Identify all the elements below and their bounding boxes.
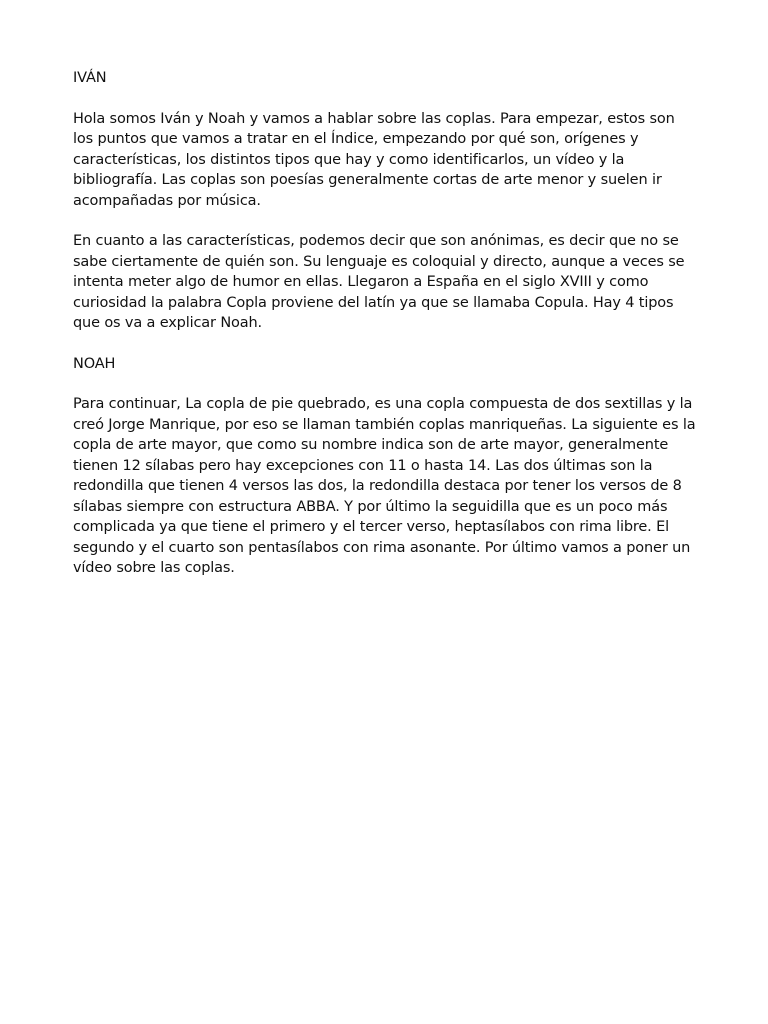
- paragraph: Para continuar, La copla de pie quebrado, es una copla compuesta de dos sextillas y la creó Jorge Manrique, por eso se llaman también coplas manriqueñas. La siguiente es la copla de arte mayor, que como su nombre indica son de arte mayor, generalmente tienen 12 sílabas pero hay excepciones con 11 o hasta 14. Las dos últimas son la redondilla que tienen 4 versos las dos, la redondilla destaca por tener los versos de 8 sílabas siempre con estructura ABBA. Y por último la seguidilla que es un poco más complicada ya que tiene el primero y el tercer verso, heptasílabos con rima libre. El segundo y el cuarto son pentasílabos con rima asonante. Por último vamos a poner un vídeo sobre las coplas.: [73, 396, 696, 576]
- document-page: [73, 68, 698, 599]
- paragraph: En cuanto a las características, podemos decir que son anónimas, es decir que no se sabe ciertamente de quién son. Su lenguaje es coloquial y directo, aunque a veces se intenta meter algo de humor en ellas. Llegaron a España en el siglo XVIII y como curiosidad la palabra Copla proviene del latín ya que se llamaba Copula. Hay 4 tipos que os va a explicar Noah.: [73, 233, 685, 331]
- speaker-heading: NOAH: [73, 355, 116, 372]
- section-ivan: [73, 68, 698, 334]
- section-noah: [73, 354, 698, 579]
- speaker-heading: IVÁN: [73, 70, 107, 86]
- paragraph: Hola somos Iván y Noah y vamos a hablar sobre las coplas. Para empezar, estos son los puntos que vamos a tratar en el Índice, empezando por qué son, orígenes y características, los distintos tipos que hay y como identificarlos, un vídeo y la bibliografía. Las coplas son poesías generalmente cortas de arte menor y suelen ir acompañadas por música.: [73, 110, 675, 209]
